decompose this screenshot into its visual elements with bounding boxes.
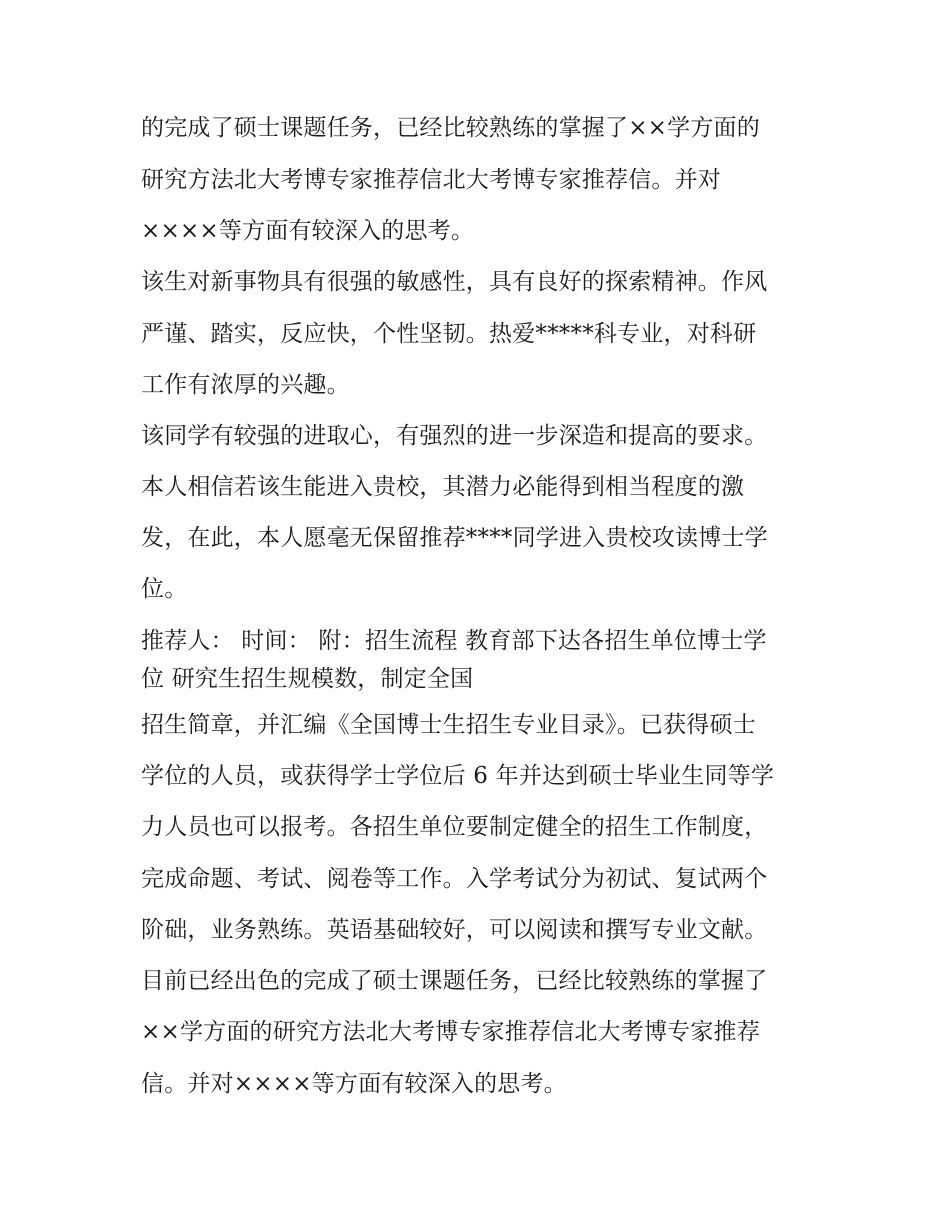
text-line: 招生简章，并汇编《全国博士生招生专业目录》。已获得硕士 [141, 712, 756, 738]
text-line: 本人相信若该生能进入贵校，其潜力必能得到相当程度的激 [141, 474, 745, 500]
text-line: 发，在此，本人愿毫无保留推荐****同学进入贵校攻读博士学 [141, 525, 768, 551]
text-line: 研究方法北大考博专家推荐信北大考博专家推荐信。并对 [141, 167, 721, 193]
text-line: 该同学有较强的进取心，有强烈的进一步深造和提高的要求。 [141, 423, 768, 449]
text-line: ××学方面的研究方法北大考博专家推荐信北大考博专家推荐 [141, 1019, 760, 1045]
text-line: 推荐人： 时间： 附：招生流程 教育部下达各招生单位博士学 [141, 628, 767, 654]
text-line: 目前已经出色的完成了硕士课题任务，已经比较熟练的掌握了 [141, 968, 768, 994]
text-line: ××××等方面有较深入的思考。 [141, 218, 475, 244]
text-line: 力人员也可以报考。各招生单位要制定健全的招生工作制度， [141, 814, 768, 840]
text-line: 的完成了硕士课题任务，已经比较熟练的掌握了××学方面的 [141, 115, 760, 141]
text-line: 学位的人员，或获得学士学位后 6 年并达到硕士毕业生同等学 [141, 763, 775, 789]
text-line: 严谨、踏实，反应快，个性坚韧。热爱*****科专业，对科研 [141, 321, 757, 347]
text-line: 阶础，业务熟练。英语基础较好，可以阅读和撰写专业文献。 [141, 917, 768, 943]
text-line: 信。并对××××等方面有较深入的思考。 [141, 1071, 567, 1097]
text-line: 工作有浓厚的兴趣。 [141, 372, 350, 398]
text-line: 该生对新事物具有很强的敏感性，具有良好的探索精神。作风 [141, 269, 768, 295]
text-line: 位。 [141, 576, 188, 602]
text-line: 位 研究生招生规模数，制定全国 [141, 666, 474, 692]
text-line: 完成命题、考试、阅卷等工作。入学考试分为初试、复试两个 [141, 866, 768, 892]
